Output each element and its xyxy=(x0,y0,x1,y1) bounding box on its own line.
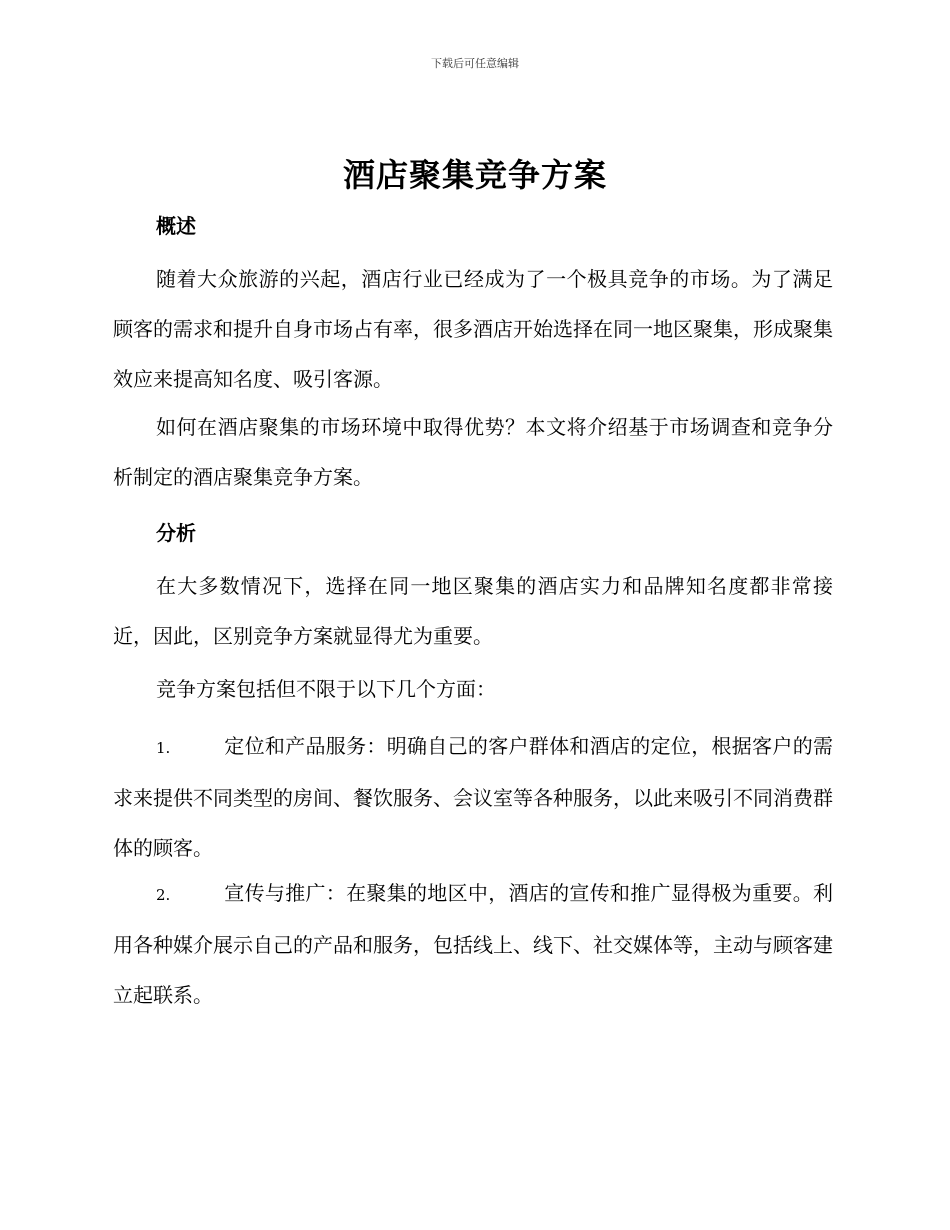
page-header-note: 下载后可任意编辑 xyxy=(431,57,519,70)
section-heading-overview: 概述 xyxy=(156,214,196,238)
list-item-number: 1. xyxy=(156,739,171,757)
list-item-text: 宣传与推广：在聚集的地区中，酒店的宣传和推广显得极为重要。利用各种媒介展示自己的产品和服务，包括线上、线下、社交媒体等，主动与顾客建立起联系。 xyxy=(113,881,833,1007)
paragraph-overview-1: 随着大众旅游的兴起，酒店行业已经成为了一个极具竞争的市场。为了满足顾客的需求和提升自身市场占有率，很多酒店开始选择在同一地区聚集，形成聚集效应来提高知名度、吸引客源。 xyxy=(113,267,833,391)
list-item-1 xyxy=(113,721,833,873)
list-item-2 xyxy=(113,868,833,1020)
paragraph-analysis-2: 竞争方案包括但不限于以下几个方面： xyxy=(156,677,496,701)
section-heading-analysis: 分析 xyxy=(156,521,196,545)
paragraph-overview-2: 如何在酒店聚集的市场环境中取得优势？本文将介绍基于市场调查和竞争分析制定的酒店聚集竞争方案。 xyxy=(113,415,833,489)
paragraph-analysis-1: 在大多数情况下，选择在同一地区聚集的酒店实力和品牌知名度都非常接近，因此，区别竞争方案就显得尤为重要。 xyxy=(113,574,833,648)
list-item-text: 定位和产品服务：明确自己的客户群体和酒店的定位，根据客户的需求来提供不同类型的房间、餐饮服务、会议室等各种服务，以此来吸引不同消费群体的顾客。 xyxy=(113,734,833,860)
list-item-number: 2. xyxy=(156,886,171,904)
document-title: 酒店聚集竞争方案 xyxy=(342,156,607,194)
